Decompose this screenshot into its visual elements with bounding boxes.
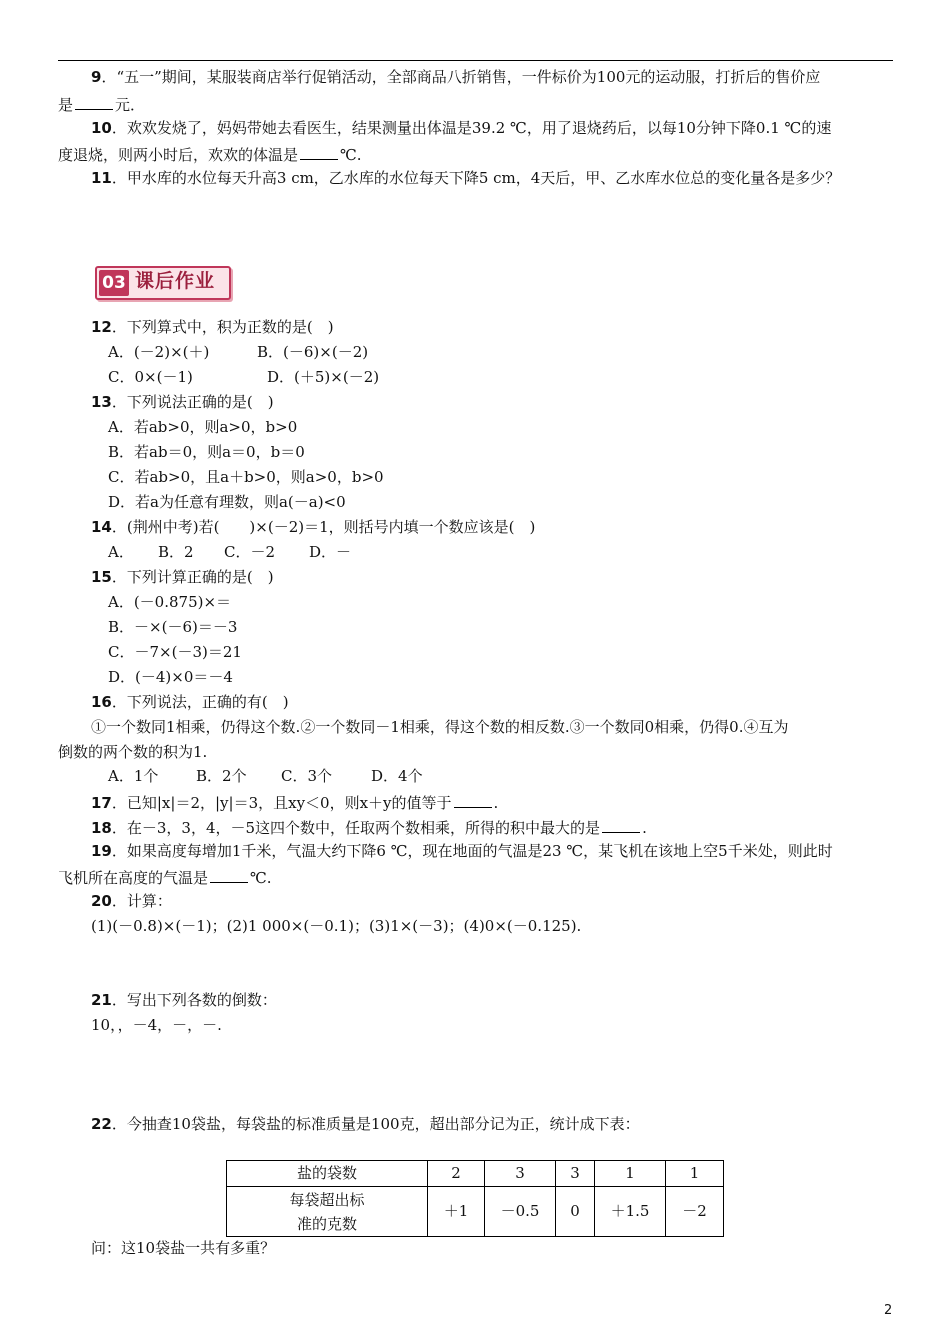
q19-answer-blank[interactable] bbox=[210, 869, 248, 883]
section-number: 03 bbox=[99, 270, 129, 296]
q14-number: 14 bbox=[91, 518, 112, 536]
table-cell: －2 bbox=[666, 1187, 724, 1237]
q21-number: 21 bbox=[91, 991, 112, 1009]
q14-option-a[interactable]: A． bbox=[108, 543, 134, 561]
q13-option-d[interactable]: D．若a为任意有理数，则a(－a)<0 bbox=[108, 493, 346, 511]
table-cell: ＋1 bbox=[428, 1187, 485, 1237]
q19-line1 bbox=[91, 844, 833, 859]
table-header-excess bbox=[227, 1187, 428, 1237]
q9-number: 9 bbox=[91, 68, 102, 86]
q19-text: ．如果高度每增加1千米，气温大约下降6 ℃，现在地面的气温是23 ℃，某飞机在该地上空5千米处，则此时 bbox=[111, 842, 833, 860]
table-cell: 1 bbox=[595, 1161, 666, 1187]
q19-number: 19 bbox=[91, 842, 112, 860]
table-cell: ＋1.5 bbox=[595, 1187, 666, 1237]
page-number: 2 bbox=[884, 1303, 893, 1318]
q10-answer-blank[interactable] bbox=[300, 146, 338, 160]
q20-text: ．计算： bbox=[111, 892, 172, 910]
q15-option-b[interactable]: B．－×(－6)＝－3 bbox=[108, 618, 238, 636]
q15-number: 15 bbox=[91, 568, 112, 586]
q12-stem bbox=[91, 320, 334, 335]
q14-option-d[interactable]: D．－ bbox=[309, 543, 352, 561]
q13-option-b[interactable]: B．若ab＝0，则a＝0，b＝0 bbox=[108, 443, 305, 461]
q16-body-line2: 倒数的两个数的积为1. bbox=[58, 743, 208, 761]
q18-answer-blank[interactable] bbox=[602, 819, 640, 833]
q22-number: 22 bbox=[91, 1115, 112, 1133]
q12-option-d[interactable]: D．(＋5)×(－2) bbox=[267, 368, 380, 386]
q10-text-3: ℃. bbox=[340, 146, 362, 164]
q19-line2 bbox=[58, 869, 272, 886]
table-cell: 3 bbox=[485, 1161, 556, 1187]
q12-text: ．下列算式中，积为正数的是( ) bbox=[111, 318, 334, 336]
q14-option-c[interactable]: C．－2 bbox=[224, 543, 276, 561]
q11-number: 11 bbox=[91, 169, 112, 187]
q20-body: (1)(－0.8)×(－1)；(2)1 000×(－0.1)；(3)1×(－3)；(4)0×(－0.125). bbox=[91, 917, 582, 935]
q15-stem bbox=[91, 570, 274, 585]
table-cell: 2 bbox=[428, 1161, 485, 1187]
table-header-excess-line1: 每袋超出标 bbox=[289, 1190, 365, 1209]
table-cell: 3 bbox=[556, 1161, 595, 1187]
q16-body-line1: ①一个数同1相乘，仍得这个数.②一个数同－1相乘，得这个数的相反数.③一个数同0相乘，仍得0.④互为 bbox=[91, 718, 789, 736]
q9-text: ．“五一”期间，某服装商店举行促销活动，全部商品八折销售，一件标价为100元的运动服，打折后的售价应 bbox=[101, 68, 821, 86]
table-row bbox=[227, 1187, 724, 1237]
table-header-bags: 盐的袋数 bbox=[227, 1161, 428, 1187]
q14-stem bbox=[91, 520, 535, 535]
q18-number: 18 bbox=[91, 819, 112, 837]
q20-stem bbox=[91, 894, 172, 909]
q10-line1 bbox=[91, 121, 831, 136]
table-row bbox=[227, 1161, 724, 1187]
q22-stem bbox=[91, 1117, 640, 1132]
q19-text-2: 飞机所在高度的气温是 bbox=[58, 869, 209, 887]
q16-option-c[interactable]: C．3个 bbox=[281, 767, 333, 785]
salt-data-table bbox=[226, 1160, 724, 1237]
q9-line1 bbox=[91, 70, 820, 85]
q9-text-2: 是 bbox=[58, 96, 74, 114]
q18-text: ．在－3，3，4，－5这四个数中，任取两个数相乘，所得的积中最大的是 bbox=[111, 819, 601, 837]
section-title: 课后作业 bbox=[135, 270, 216, 292]
q10-text-2: 度退烧，则两小时后，欢欢的体温是 bbox=[58, 146, 299, 164]
q9-text-3: 元． bbox=[115, 96, 146, 114]
table-header-excess-line2: 准的克数 bbox=[296, 1214, 357, 1233]
q10-text: ．欢欢发烧了，妈妈带她去看医生，结果测量出体温是39.2 ℃，用了退烧药后，以每10分钟下降0.1 ℃的速 bbox=[111, 119, 832, 137]
q10-line2 bbox=[58, 146, 362, 163]
q13-stem bbox=[91, 395, 274, 410]
q17-line bbox=[91, 794, 498, 811]
q11-line bbox=[91, 171, 840, 186]
q17-text-end: . bbox=[493, 794, 499, 812]
q19-text-3: ℃. bbox=[250, 869, 272, 887]
q20-number: 20 bbox=[91, 892, 112, 910]
q17-answer-blank[interactable] bbox=[454, 794, 492, 808]
q16-number: 16 bbox=[91, 693, 112, 711]
q13-option-a[interactable]: A．若ab>0，则a>0，b>0 bbox=[108, 418, 298, 436]
q12-option-a[interactable]: A．(－2)×(＋) bbox=[108, 343, 210, 361]
q9-answer-blank[interactable] bbox=[75, 96, 113, 110]
q11-text: ．甲水库的水位每天升高3 cm，乙水库的水位每天下降5 cm，4天后，甲、乙水库水位总的变化量各是多少？ bbox=[111, 169, 841, 187]
q15-option-c[interactable]: C．－7×(－3)＝21 bbox=[108, 643, 242, 661]
table-cell: 1 bbox=[666, 1161, 724, 1187]
table-cell: 0 bbox=[556, 1187, 595, 1237]
q13-option-c[interactable]: C．若ab>0，且a＋b>0，则a>0，b>0 bbox=[108, 468, 384, 486]
q22-text: ．今抽查10袋盐，每袋盐的标准质量是100克，超出部分记为正，统计成下表： bbox=[111, 1115, 640, 1133]
q16-stem bbox=[91, 695, 289, 710]
q18-line bbox=[91, 819, 647, 836]
q21-stem bbox=[91, 993, 277, 1008]
section-badge bbox=[95, 266, 231, 300]
q12-option-c[interactable]: C．0×(－1) bbox=[108, 368, 193, 386]
q14-text: ．(荆州中考)若( )×(－2)＝1，则括号内填一个数应该是( ) bbox=[111, 518, 536, 536]
q21-text: ．写出下列各数的倒数： bbox=[111, 991, 277, 1009]
q13-number: 13 bbox=[91, 393, 112, 411]
q22-question: 问：这10袋盐一共有多重？ bbox=[91, 1239, 276, 1257]
q9-line2 bbox=[58, 96, 145, 113]
q16-text: ．下列说法，正确的有( ) bbox=[111, 693, 289, 711]
q14-option-b[interactable]: B．2 bbox=[158, 543, 194, 561]
q16-option-d[interactable]: D．4个 bbox=[371, 767, 423, 785]
q16-option-b[interactable]: B．2个 bbox=[196, 767, 247, 785]
q18-text-end: . bbox=[642, 819, 647, 837]
q15-option-d[interactable]: D．(－4)×0＝－4 bbox=[108, 668, 233, 686]
q15-text: ．下列计算正确的是( ) bbox=[111, 568, 274, 586]
q21-body: 10，，－4，－，－. bbox=[91, 1016, 222, 1034]
q10-number: 10 bbox=[91, 119, 112, 137]
q15-option-a[interactable]: A．(－0.875)×＝ bbox=[108, 593, 232, 611]
table-cell: －0.5 bbox=[485, 1187, 556, 1237]
q13-text: ．下列说法正确的是( ) bbox=[111, 393, 274, 411]
top-rule bbox=[58, 60, 893, 61]
q16-option-a[interactable]: A．1个 bbox=[108, 767, 159, 785]
q12-number: 12 bbox=[91, 318, 112, 336]
q17-text: ．已知|x|＝2，|y|＝3，且xy＜0，则x＋y的值等于 bbox=[111, 794, 452, 812]
q17-number: 17 bbox=[91, 794, 112, 812]
q12-option-b[interactable]: B．(－6)×(－2) bbox=[257, 343, 369, 361]
